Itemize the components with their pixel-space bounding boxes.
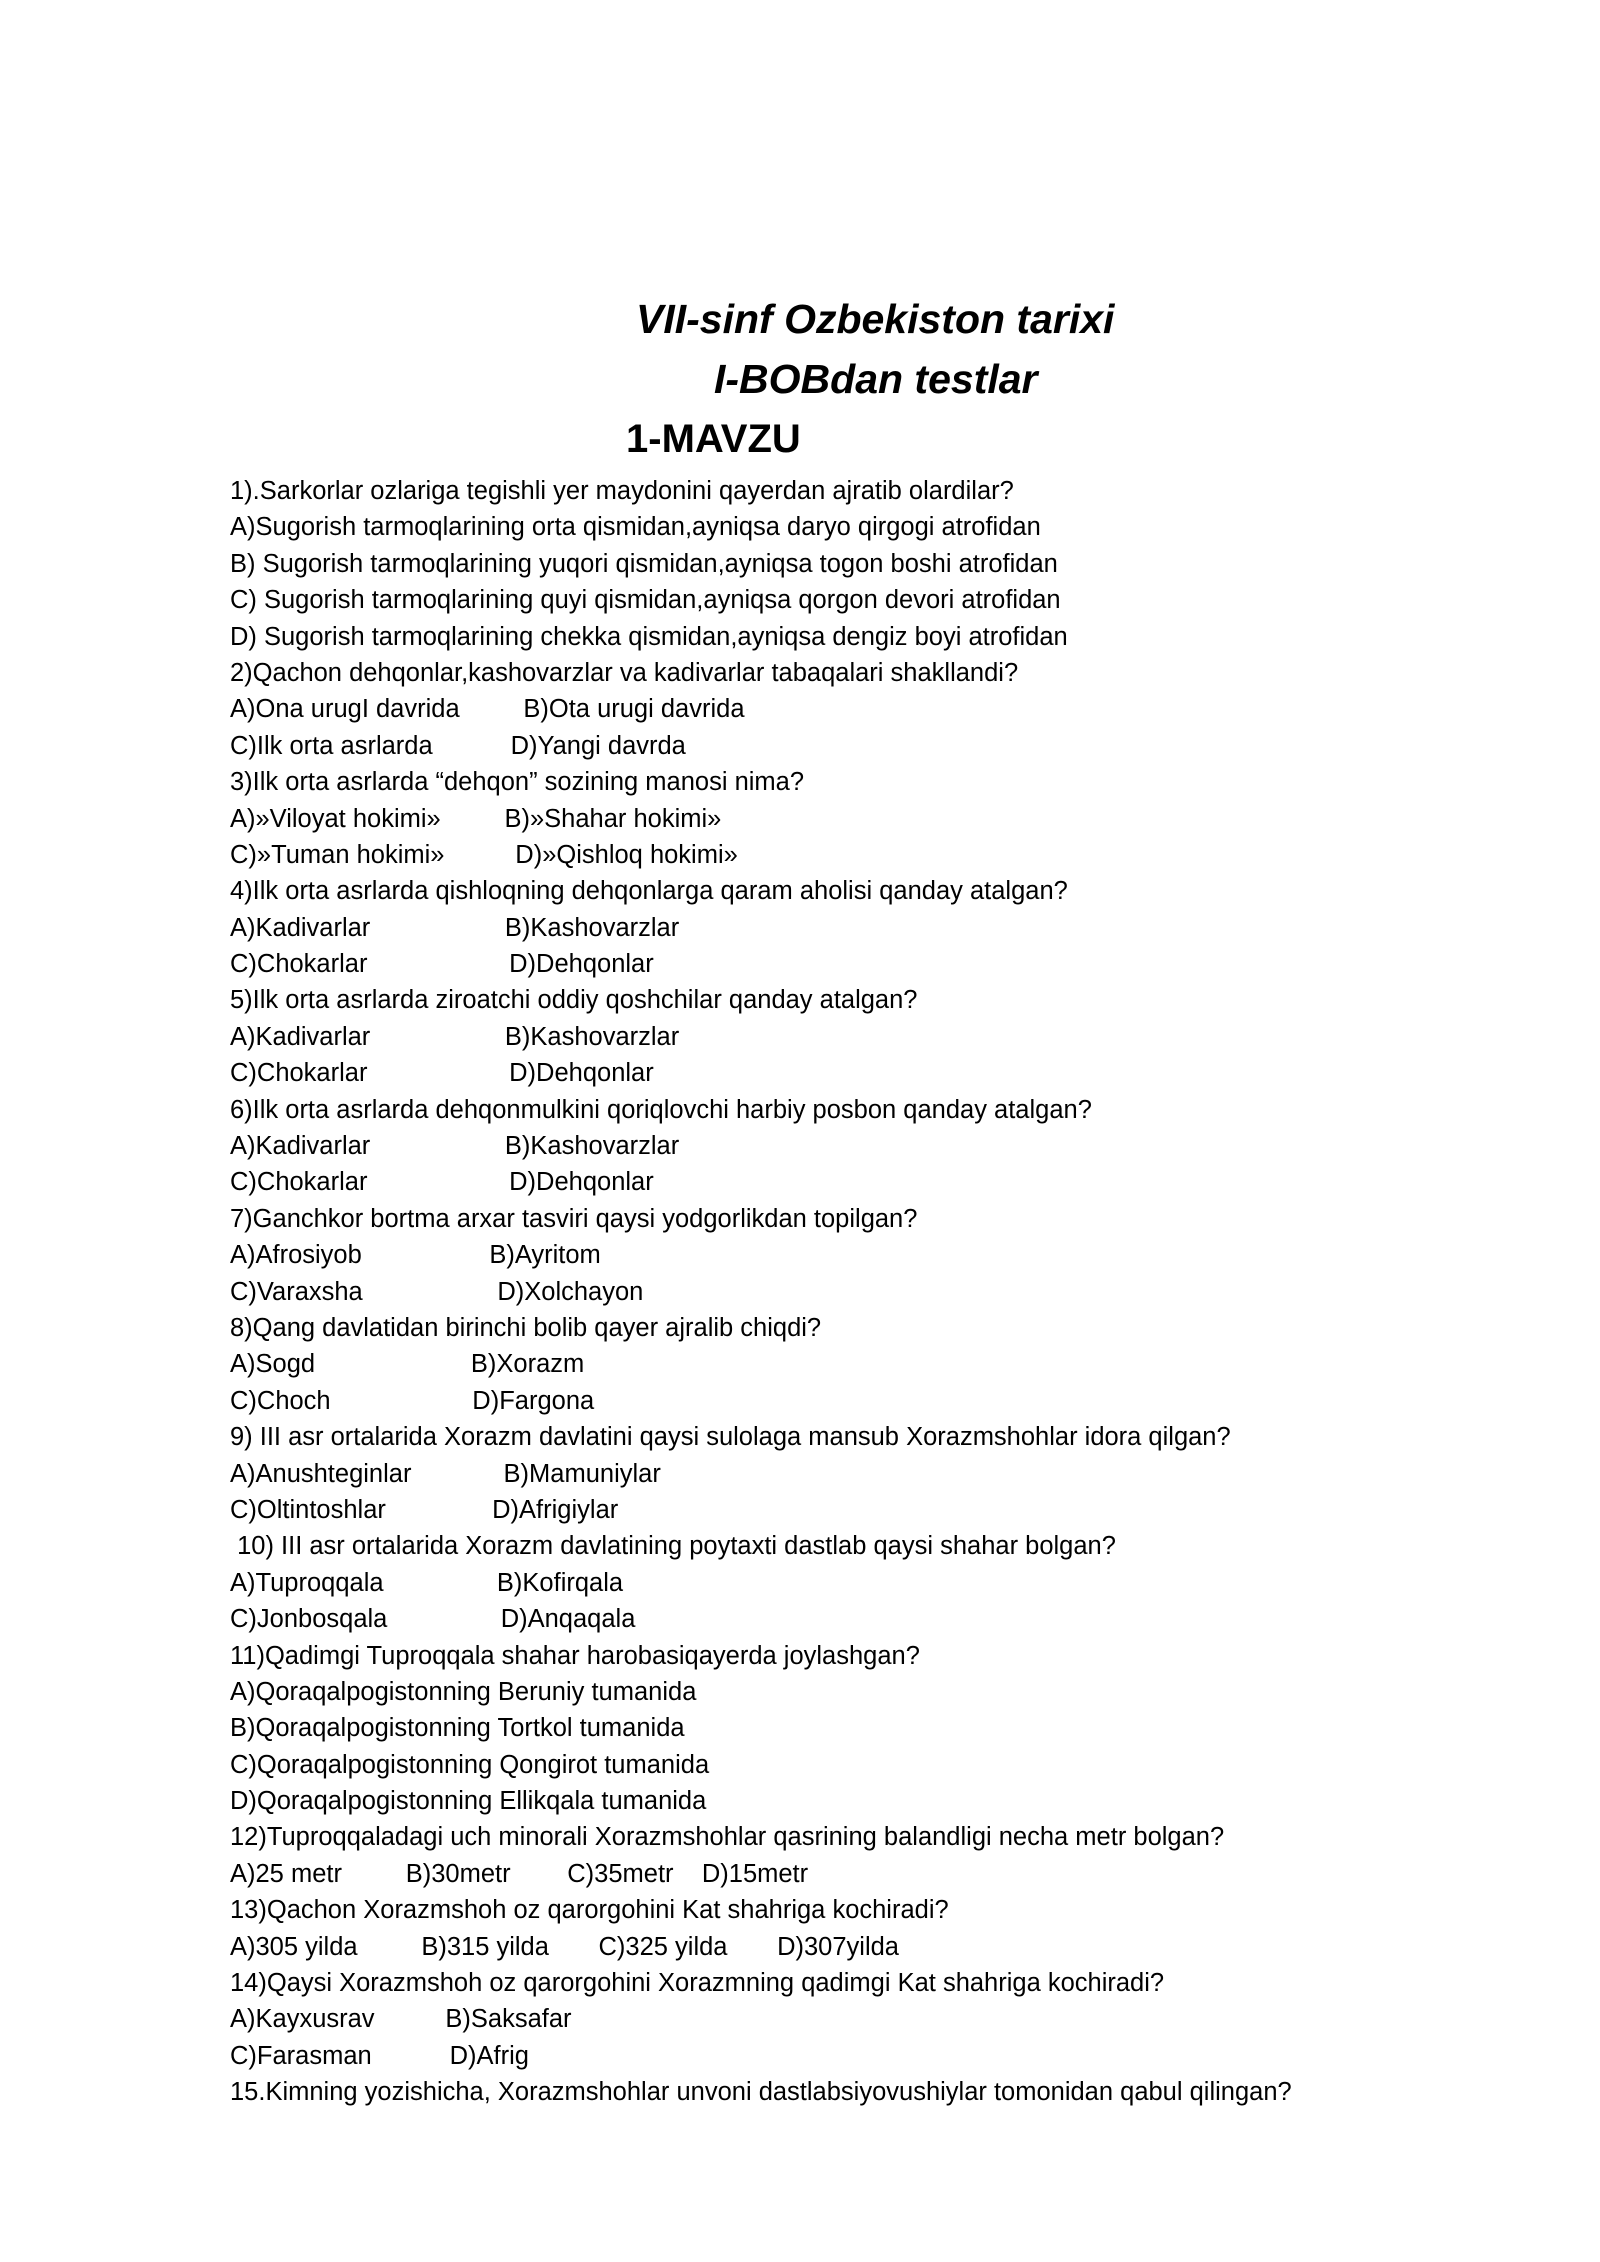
text-line: A)»Viloyat hokimi» B)»Shahar hokimi» [230, 804, 722, 833]
text-line: A)Tuproqqala B)Kofirqala [230, 1568, 624, 1597]
text-line: 11)Qadimgi Tuproqqala shahar harobasiqayerda joylashgan? [230, 1641, 920, 1670]
text-line: A)Afrosiyob B)Ayritom [230, 1241, 601, 1270]
text-line: B) Sugorish tarmoqlarining yuqori qismidan,ayniqsa togon boshi atrofidan [230, 549, 1058, 578]
text-line: A)25 metr B)30metr C)35metr D)15metr [230, 1859, 809, 1888]
text-line: 8)Qang davlatidan birinchi bolib qayer ajralib chiqdi? [230, 1313, 822, 1342]
text-line: 13)Qachon Xorazmshoh oz qarorgohini Kat shahriga kochiradi? [230, 1896, 949, 1925]
text-line: A)Kadivarlar B)Kashovarzlar [230, 1132, 680, 1161]
text-line: A)Kadivarlar B)Kashovarzlar [230, 913, 680, 942]
text-line: 6)Ilk orta asrlarda dehqonmulkini qoriqlovchi harbiy posbon qanday atalgan? [230, 1095, 1092, 1124]
text-line: D)Qoraqalpogistonning Ellikqala tumanida [230, 1787, 707, 1816]
text-line: C)Farasman D)Afrig [230, 2041, 529, 2070]
text-line: A)Qoraqalpogistonning Beruniy tumanida [230, 1677, 697, 1706]
text-line: C)Chokarlar D)Dehqonlar [230, 950, 654, 979]
text-line: 12)Tuproqqaladagi uch minorali Xorazmshohlar qasrining balandligi necha metr bolgan? [230, 1823, 1225, 1852]
text-line: 10) III asr ortalarida Xorazm davlatining poytaxti dastlab qaysi shahar bolgan? [230, 1532, 1116, 1561]
text-line: C)Chokarlar D)Dehqonlar [230, 1168, 654, 1197]
text-line: C)Ilk orta asrlarda D)Yangi davrda [230, 731, 686, 760]
text-line: 4)Ilk orta asrlarda qishloqning dehqonlarga qaram aholisi qanday atalgan? [230, 877, 1068, 906]
document-title: VII-sinf Ozbekiston tarixi [636, 296, 1115, 342]
text-line: C)»Tuman hokimi» D)»Qishloq hokimi» [230, 840, 738, 869]
text-line: 1).Sarkorlar ozlariga tegishli yer maydonini qayerdan ajratib olardilar? [230, 477, 1014, 505]
text-line: A)305 yilda B)315 yilda C)325 yilda D)307yilda [230, 1932, 899, 1961]
text-line: D) Sugorish tarmoqlarining chekka qismidan,ayniqsa dengiz boyi atrofidan [230, 622, 1068, 651]
text-line: 15.Kimning yozishicha, Xorazmshohlar unvoni dastlabsiyovushiylar tomonidan qabul qilingan? [230, 2078, 1292, 2107]
text-line: A)Sogd B)Xorazm [230, 1350, 585, 1379]
text-line: C) Sugorish tarmoqlarining quyi qismidan,ayniqsa qorgon devori atrofidan [230, 586, 1061, 615]
text-line: C)Jonbosqala D)Anqaqala [230, 1605, 636, 1634]
text-line: 2)Qachon dehqonlar,kashovarzlar va kadivarlar tabaqalari shakllandi? [230, 658, 1019, 687]
text-line: 14)Qaysi Xorazmshoh oz qarorgohini Xorazmning qadimgi Kat shahriga kochiradi? [230, 1969, 1165, 1998]
text-line: C)Choch D)Fargona [230, 1386, 595, 1415]
text-line: A)Anushteginlar B)Mamuniylar [230, 1459, 661, 1488]
text-line: A)Kayxusrav B)Saksafar [230, 2005, 572, 2034]
text-line: A)Ona urugI davrida B)Ota urugi davrida [230, 695, 745, 724]
document-subtitle: I-BOBdan testlar [714, 356, 1038, 402]
question-list [230, 473, 1292, 2111]
text-line: 3)Ilk orta asrlarda “dehqon” sozining manosi nima? [230, 768, 805, 797]
text-line: C)Chokarlar D)Dehqonlar [230, 1059, 654, 1088]
text-line: 7)Ganchkor bortma arxar tasviri qaysi yodgorlikdan topilgan? [230, 1204, 918, 1233]
text-line: B)Qoraqalpogistonning Tortkol tumanida [230, 1714, 685, 1743]
text-line: A)Sugorish tarmoqlarining orta qismidan,ayniqsa daryo qirgogi atrofidan [230, 513, 1041, 542]
text-line: 9) III asr ortalarida Xorazm davlatini qaysi sulolaga mansub Xorazmshohlar idora qilgan? [230, 1423, 1231, 1452]
text-line: C)Qoraqalpogistonning Qongirot tumanida [230, 1750, 710, 1779]
topic-heading: 1-MAVZU [626, 417, 801, 461]
text-line: C)Oltintoshlar D)Afrigiylar [230, 1495, 619, 1524]
text-line: A)Kadivarlar B)Kashovarzlar [230, 1022, 680, 1051]
text-line: 5)Ilk orta asrlarda ziroatchi oddiy qoshchilar qanday atalgan? [230, 986, 918, 1015]
text-line: C)Varaxsha D)Xolchayon [230, 1277, 644, 1306]
